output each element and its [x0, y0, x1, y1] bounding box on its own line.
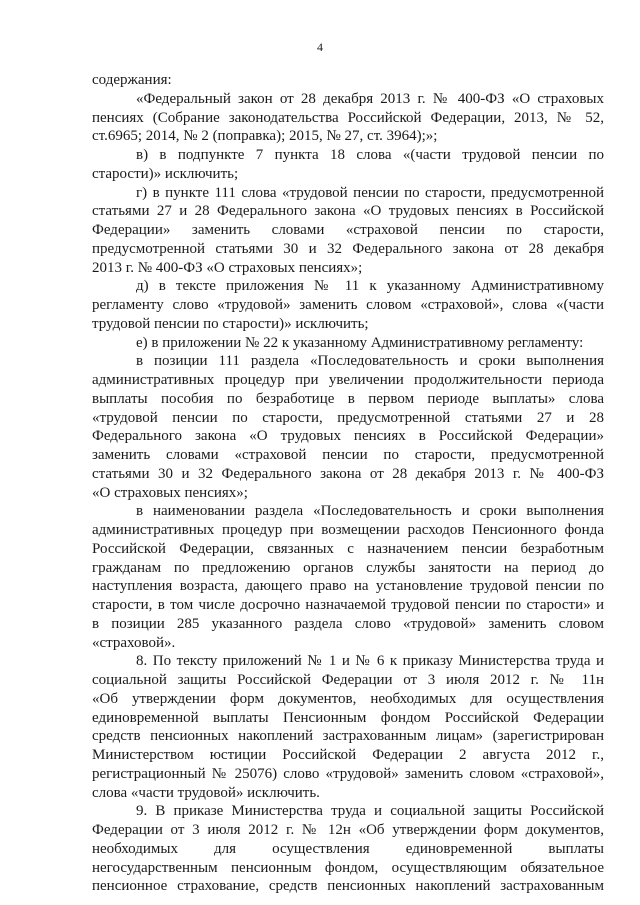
- text-line: единовременной выплаты Пенсионным фондом Российской Федерации: [92, 709, 604, 726]
- document-body: [92, 71, 604, 896]
- text-line: административных процедур при возмещении расходов Пенсионного фонда: [92, 522, 604, 538]
- text-line: Федерального закона «О трудовых пенсиях в Российской Федерации»: [92, 428, 604, 445]
- text-line: наступления возраста, дающего право на установление трудовой пенсии по: [92, 578, 604, 595]
- text-line: необходимых для осуществления единовременной выплаты: [92, 840, 604, 857]
- text-line: в позиции 285 указанного раздела слово «трудовой» заменить словом: [92, 615, 604, 632]
- text-line: «Об утверждении форм документов, необходимых для осуществления: [92, 690, 604, 707]
- text-line: в наименовании раздела «Последовательность и сроки выполнения: [136, 503, 604, 520]
- text-line: д) в тексте приложения № 11 к указанному Административному: [136, 278, 604, 295]
- text-line: выплаты пособия по безработице в первом периоде выплаты» слова: [92, 390, 604, 407]
- text-line: гражданам по предложению органов службы занятости на период до: [92, 559, 604, 576]
- text-line: статьями 27 и 28 Федерального закона «О трудовых пенсиях в Российской: [92, 203, 604, 220]
- text-line: пенсионное страхование, средств пенсионных накоплений застрахованным: [92, 878, 604, 895]
- text-line: 9. В приказе Министерства труда и социальной защиты Российской: [136, 803, 604, 820]
- text-line: пенсиях (Собрание законодательства Российской Федерации, 2013, № 52,: [92, 109, 604, 126]
- text-line: социальной защиты Российской Федерации от 3 июля 2012 г. № 11н: [92, 672, 604, 688]
- text-line: «Федеральный закон от 28 декабря 2013 г. № 400-ФЗ «О страховых: [136, 90, 604, 107]
- text-line: предусмотренной статьями 30 и 32 Федерального закона от 28 декабря: [92, 240, 604, 257]
- text-line: регламенту слово «трудовой» заменить словом «страховой», слова «(части: [92, 297, 604, 313]
- text-line: средств пенсионных накоплений застрахованным лицам» (зарегистрирован: [92, 728, 604, 745]
- text-line: Федерации» заменить словами «страховой пенсии по старости,: [92, 222, 604, 238]
- text-line: «трудовой пенсии по старости, предусмотренной статьями 27 и 28: [92, 409, 604, 426]
- text-line: в позиции 111 раздела «Последовательность и сроки выполнения: [136, 353, 604, 370]
- text-line: 2013 г. № 400-ФЗ «О страховых пенсиях»;: [92, 259, 363, 276]
- text-line: слова «части трудовой» исключить.: [92, 784, 320, 801]
- text-line: «О страховых пенсиях»;: [92, 484, 248, 501]
- text-line: административных процедур при увеличении продолжительности периода: [92, 372, 604, 388]
- text-line: статьями 30 и 32 Федерального закона от 28 декабря 2013 г. № 400-ФЗ: [92, 465, 604, 482]
- text-line: регистрационный № 25076) слово «трудовой» заменить словом «страховой»,: [92, 765, 604, 782]
- text-line: «страховой».: [92, 634, 176, 651]
- text-line: старости)» исключить;: [92, 165, 239, 182]
- text-line: е) в приложении № 22 к указанному Административному регламенту:: [136, 334, 584, 351]
- text-line: Федерации от 3 июля 2012 г. № 12н «Об утверждении форм документов,: [92, 822, 604, 838]
- text-line: негосударственным пенсионным фондом, осуществляющим обязательное: [92, 859, 604, 876]
- text-line: Российской Федерации, связанных с назначением пенсии безработным: [92, 540, 604, 557]
- page-number: 4: [317, 40, 323, 54]
- text-line: заменить словами «страховой пенсии по старости, предусмотренной: [92, 447, 604, 463]
- text-line: ст.6965; 2014, № 2 (поправка); 2015, № 27, ст. 3964);»;: [92, 128, 438, 145]
- text-line: 8. По тексту приложений № 1 и № 6 к приказу Министерства труда и: [136, 653, 604, 670]
- text-line: старости, в том числе досрочно назначаемой трудовой пенсии по старости» и: [92, 597, 604, 613]
- text-line: содержания:: [92, 72, 172, 88]
- text-line: г) в пункте 111 слова «трудовой пенсии по старости, предусмотренной: [136, 184, 604, 201]
- text-line: трудовой пенсии по старости)» исключить;: [92, 315, 369, 332]
- text-line: Министерством юстиции Российской Федерации 2 августа 2012 г.,: [92, 747, 604, 763]
- text-line: в) в подпункте 7 пункта 18 слова «(части трудовой пенсии по: [136, 147, 604, 163]
